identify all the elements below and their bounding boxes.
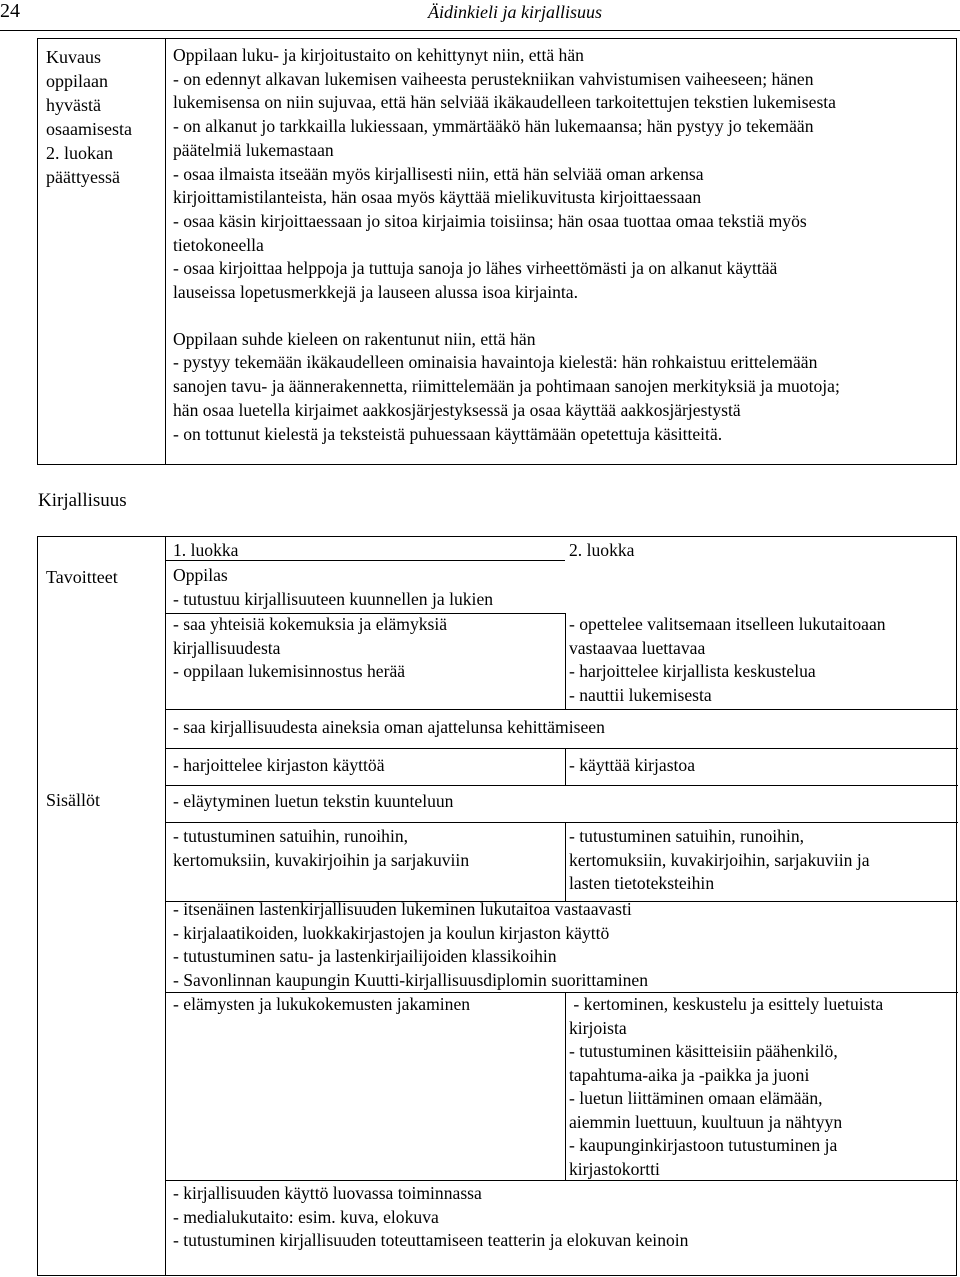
label-line: 2. luokan <box>46 143 113 163</box>
column-divider <box>165 537 166 1275</box>
text-line: - tutustuminen käsitteisiin päähenkilö, <box>569 1041 838 1061</box>
text-line: tietokoneella <box>173 234 264 255</box>
library-col1: - harjoittelee kirjaston käyttöä <box>173 755 385 775</box>
header-title: Äidinkieli ja kirjallisuus <box>428 2 602 22</box>
stories-col2 <box>569 825 870 896</box>
col1-header: 1. luokka <box>173 540 239 560</box>
text-line: - tutustuminen kirjallisuuden toteuttamiseen teatterin ja elokuvan keinoin <box>173 1230 689 1250</box>
text-line: - osaa käsin kirjoittaessaan jo sitoa kirjaimia toisiinsa; hän osaa tuottaa omaa tekstiä myös <box>173 210 807 231</box>
text-line: - medialukutaito: esim. kuva, elokuva <box>173 1206 439 1227</box>
label-line: päättyessä <box>46 167 120 187</box>
text-line: hän osaa luetella kirjaimet aakkosjärjestyksessä ja osaa käyttää aakkosjärjestystä <box>173 399 741 420</box>
text-line: - osaa kirjoittaa helppoja ja tuttuja sanoja jo lähes virheettömästi ja on alkanut käyttää <box>173 258 778 279</box>
text-line: - Savonlinnan kaupungin Kuutti-kirjallisuusdiplomin suorittaminen <box>173 969 648 990</box>
text-line: - kaupunginkirjastoon tutustuminen ja <box>569 1135 838 1155</box>
text-line: - osaa ilmaista itseään myös kirjallisesti niin, että hän selviää oman arkensa <box>173 163 704 184</box>
column-rule <box>565 748 566 785</box>
goals-label: Tavoitteet <box>46 567 118 587</box>
description-text <box>173 44 840 446</box>
goals-intro <box>173 564 493 611</box>
text-line: - nauttii lukemisesta <box>569 684 712 705</box>
contents-shared3 <box>173 1182 688 1253</box>
text-line: lukemisensa on niin sujuvaa, että hän selviää ikäkaudelleen tarkoitettujen tekstien lukemisesta <box>173 92 836 113</box>
col2-header: 2. luokka <box>569 540 635 560</box>
goals-col1 <box>173 613 447 684</box>
stories-col1 <box>173 825 469 872</box>
text-line: kertomuksiin, kuvakirjoihin ja sarjakuviin <box>173 849 470 870</box>
text-line: päätelmiä lukemastaan <box>173 139 334 160</box>
text-line: vastaavaa luettavaa <box>569 637 706 658</box>
text-line: - on edennyt alkavan lukemisen vaiheesta perustekniikan vahvistumisen vaiheeseen; hänen <box>173 68 814 89</box>
text-line: kertomuksiin, kuvakirjoihin, sarjakuviin ja <box>569 849 870 870</box>
text-line: - kertominen, keskustelu ja esittely luetuista <box>569 994 884 1014</box>
text-line: Oppilas <box>173 565 228 585</box>
text-line: - on alkanut jo tarkkailla lukiessaan, ymmärtääkö hän lukemaansa; hän pystyy jo tekemään <box>173 116 814 137</box>
description-label <box>46 45 132 189</box>
library-col2: - käyttää kirjastoa <box>569 755 696 775</box>
label-line: hyvästä <box>46 95 101 115</box>
column-divider <box>165 39 166 464</box>
text-line: - luetun liittäminen omaan elämään, <box>569 1088 823 1108</box>
text-line: - oppilaan lukemisinnostus herää <box>173 661 406 681</box>
row-rule <box>165 785 958 786</box>
description-box <box>37 38 957 465</box>
text-line: - kirjallisuuden käyttö luovassa toiminnassa <box>173 1183 482 1203</box>
sharing-col2 <box>569 993 883 1181</box>
page-number: 24 <box>0 0 20 22</box>
text-line: - harjoittelee kirjallista keskustelua <box>569 661 816 681</box>
text-line: lauseissa lopetusmerkkejä ja lauseen alussa isoa kirjainta. <box>173 282 579 303</box>
label-line: oppilaan <box>46 71 108 91</box>
text-line: sanojen tavu- ja äännerakennetta, riimittelemään ja pohtimaan sanojen merkityksiä ja muotoja; <box>173 376 840 397</box>
literature-table <box>37 536 957 1276</box>
row-rule <box>165 748 958 749</box>
section-heading: Kirjallisuus <box>38 490 127 511</box>
text-line: - kirjalaatikoiden, luokkakirjastojen ja koulun kirjaston käyttö <box>173 922 610 943</box>
text-line: - itsenäinen lastenkirjallisuuden lukeminen lukutaitoa vastaavasti <box>173 899 632 919</box>
text-line: - opettelee valitsemaan itselleen lukutaitoaan <box>569 614 886 634</box>
text-line: - saa yhteisiä kokemuksia ja elämyksiä <box>173 614 448 634</box>
row-rule <box>165 709 958 710</box>
column-rule <box>565 613 566 709</box>
text-line: - on tottunut kielestä ja teksteistä puhuessaan käyttämään opetettuja käsitteitä. <box>173 423 723 444</box>
contents-shared2 <box>173 898 648 992</box>
text-line: - pystyy tekemään ikäkaudelleen ominaisia havaintoja kielestä: hän rohkaistuu erittelemään <box>173 352 818 373</box>
goals-shared: - saa kirjallisuudesta aineksia oman ajattelunsa kehittämiseen <box>173 717 605 737</box>
text-line: kirjoista <box>569 1017 627 1038</box>
text-line: lasten tietoteksteihin <box>569 873 715 893</box>
contents-shared1: - eläytyminen luetun tekstin kuunteluun <box>173 791 454 811</box>
label-line: osaamisesta <box>46 119 132 139</box>
text-line: - tutustuminen satuihin, runoihin, <box>173 826 409 846</box>
contents-label: Sisällöt <box>46 790 101 810</box>
text-line: - tutustuminen satuihin, runoihin, <box>569 826 805 846</box>
text-line: kirjallisuudesta <box>173 637 281 658</box>
label-line: Kuvaus <box>46 47 101 67</box>
column-rule <box>565 822 566 901</box>
header-rule <box>0 30 960 31</box>
sharing-col1: - elämysten ja lukukokemusten jakaminen <box>173 994 471 1014</box>
text-line: kirjoittamistilanteista, hän osaa myös käyttää mielikuvitusta kirjoittaessaan <box>173 187 702 208</box>
column-rule <box>565 992 566 1180</box>
text-line: Oppilaan luku- ja kirjoitustaito on kehittynyt niin, että hän <box>173 45 584 65</box>
text-line: kirjastokortti <box>569 1158 660 1179</box>
text-line: aiemmin luettuun, kuultuun ja nähtyyn <box>569 1111 843 1132</box>
text-line: - tutustuminen satu- ja lastenkirjailijoiden klassikoihin <box>173 946 557 966</box>
text-line: Oppilaan suhde kieleen on rakentunut niin, että hän <box>173 328 536 349</box>
text-line: - tutustuu kirjallisuuteen kuunnellen ja lukien <box>173 588 494 609</box>
goals-col2 <box>569 613 886 707</box>
row-rule <box>165 822 958 823</box>
text-line: tapahtuma-aika ja -paikka ja juoni <box>569 1064 810 1085</box>
